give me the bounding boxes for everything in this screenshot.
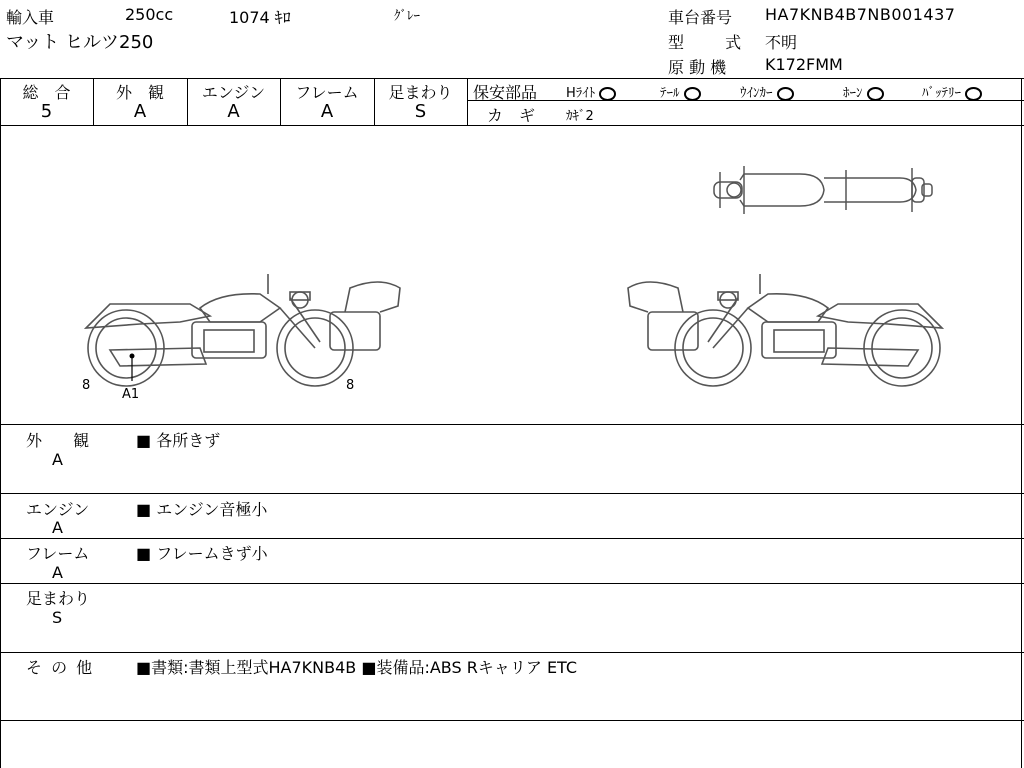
mark-exhaust: A1	[122, 387, 140, 402]
mileage: 1074 ｷﾛ	[229, 8, 291, 27]
motorcycle-top-view-icon	[700, 160, 940, 220]
frame-number-label: 車台番号	[668, 8, 733, 27]
engine-label: 原 動 機	[668, 58, 727, 77]
mark-front-tire: 8	[82, 378, 91, 393]
motorcycle-left-view-icon	[80, 268, 410, 388]
ok-circle-icon	[684, 87, 701, 101]
safety-item-headlight: Hﾗｲﾄ	[566, 82, 616, 101]
color: ｸﾞﾚｰ	[394, 9, 420, 24]
engine-code: K172FMM	[765, 55, 843, 74]
suspension-grade-value: S	[414, 101, 427, 122]
exterior-value: A	[133, 101, 147, 122]
key-label: カ ギ	[487, 106, 536, 125]
mark-rear-tire: 8	[346, 378, 355, 393]
remark-label-frame: フレーム	[26, 544, 90, 563]
remark-label-suspension: 足まわり	[26, 589, 91, 608]
ok-circle-icon	[867, 87, 884, 101]
safety-item-winker: ｳｲﾝｶｰ	[740, 82, 794, 101]
safety-label: 保安部品	[473, 83, 538, 102]
engine-grade-label: エンジン	[201, 83, 266, 102]
remark-grade-engine: A	[52, 518, 63, 537]
model-type: 不明	[765, 33, 798, 52]
ok-circle-icon	[965, 87, 982, 101]
remark-label-exterior: 外 観	[26, 431, 90, 450]
safety-item-tail: ﾃｰﾙ	[660, 82, 701, 101]
remark-text-other: ■書類:書類上型式HA7KNB4B ■装備品:ABS Rキャリア ETC	[136, 658, 578, 677]
ok-circle-icon	[599, 87, 616, 101]
ok-circle-icon	[777, 87, 794, 101]
safety-item-horn: ﾎｰﾝ	[843, 82, 884, 101]
engine-grade-value: A	[227, 101, 240, 122]
exterior-label: 外 観	[115, 83, 164, 102]
safety-item-battery: ﾊﾞｯﾃﾘｰ	[922, 82, 982, 101]
key-value: ｶｷﾞ2	[566, 109, 594, 124]
frame-number: HA7KNB4B7NB001437	[765, 5, 956, 24]
remark-label-engine: エンジン	[26, 500, 90, 519]
remark-text-frame: ■ フレームきず小	[136, 544, 268, 563]
model-type-label: 型 式	[668, 33, 742, 52]
frame-grade-label: フレーム	[295, 83, 359, 102]
remark-grade-suspension: S	[52, 608, 63, 627]
motorcycle-right-view-icon	[618, 268, 948, 388]
displacement: 250cc	[125, 5, 174, 24]
divider	[0, 78, 1024, 79]
suspension-grade-label: 足まわり	[388, 83, 453, 102]
remark-text-exterior: ■ 各所きず	[136, 431, 221, 450]
remark-grade-frame: A	[52, 563, 63, 582]
category: 輸入車	[6, 8, 55, 27]
remark-text-engine: ■ エンジン音極小	[136, 500, 268, 519]
overall-value: 5	[40, 101, 53, 122]
remark-label-other: そ の 他	[26, 658, 93, 677]
model-name: マット ヒルツ250	[6, 32, 154, 53]
frame-grade-value: A	[320, 101, 334, 122]
overall-label: 総 合	[22, 83, 71, 102]
remark-grade-exterior: A	[52, 450, 63, 469]
